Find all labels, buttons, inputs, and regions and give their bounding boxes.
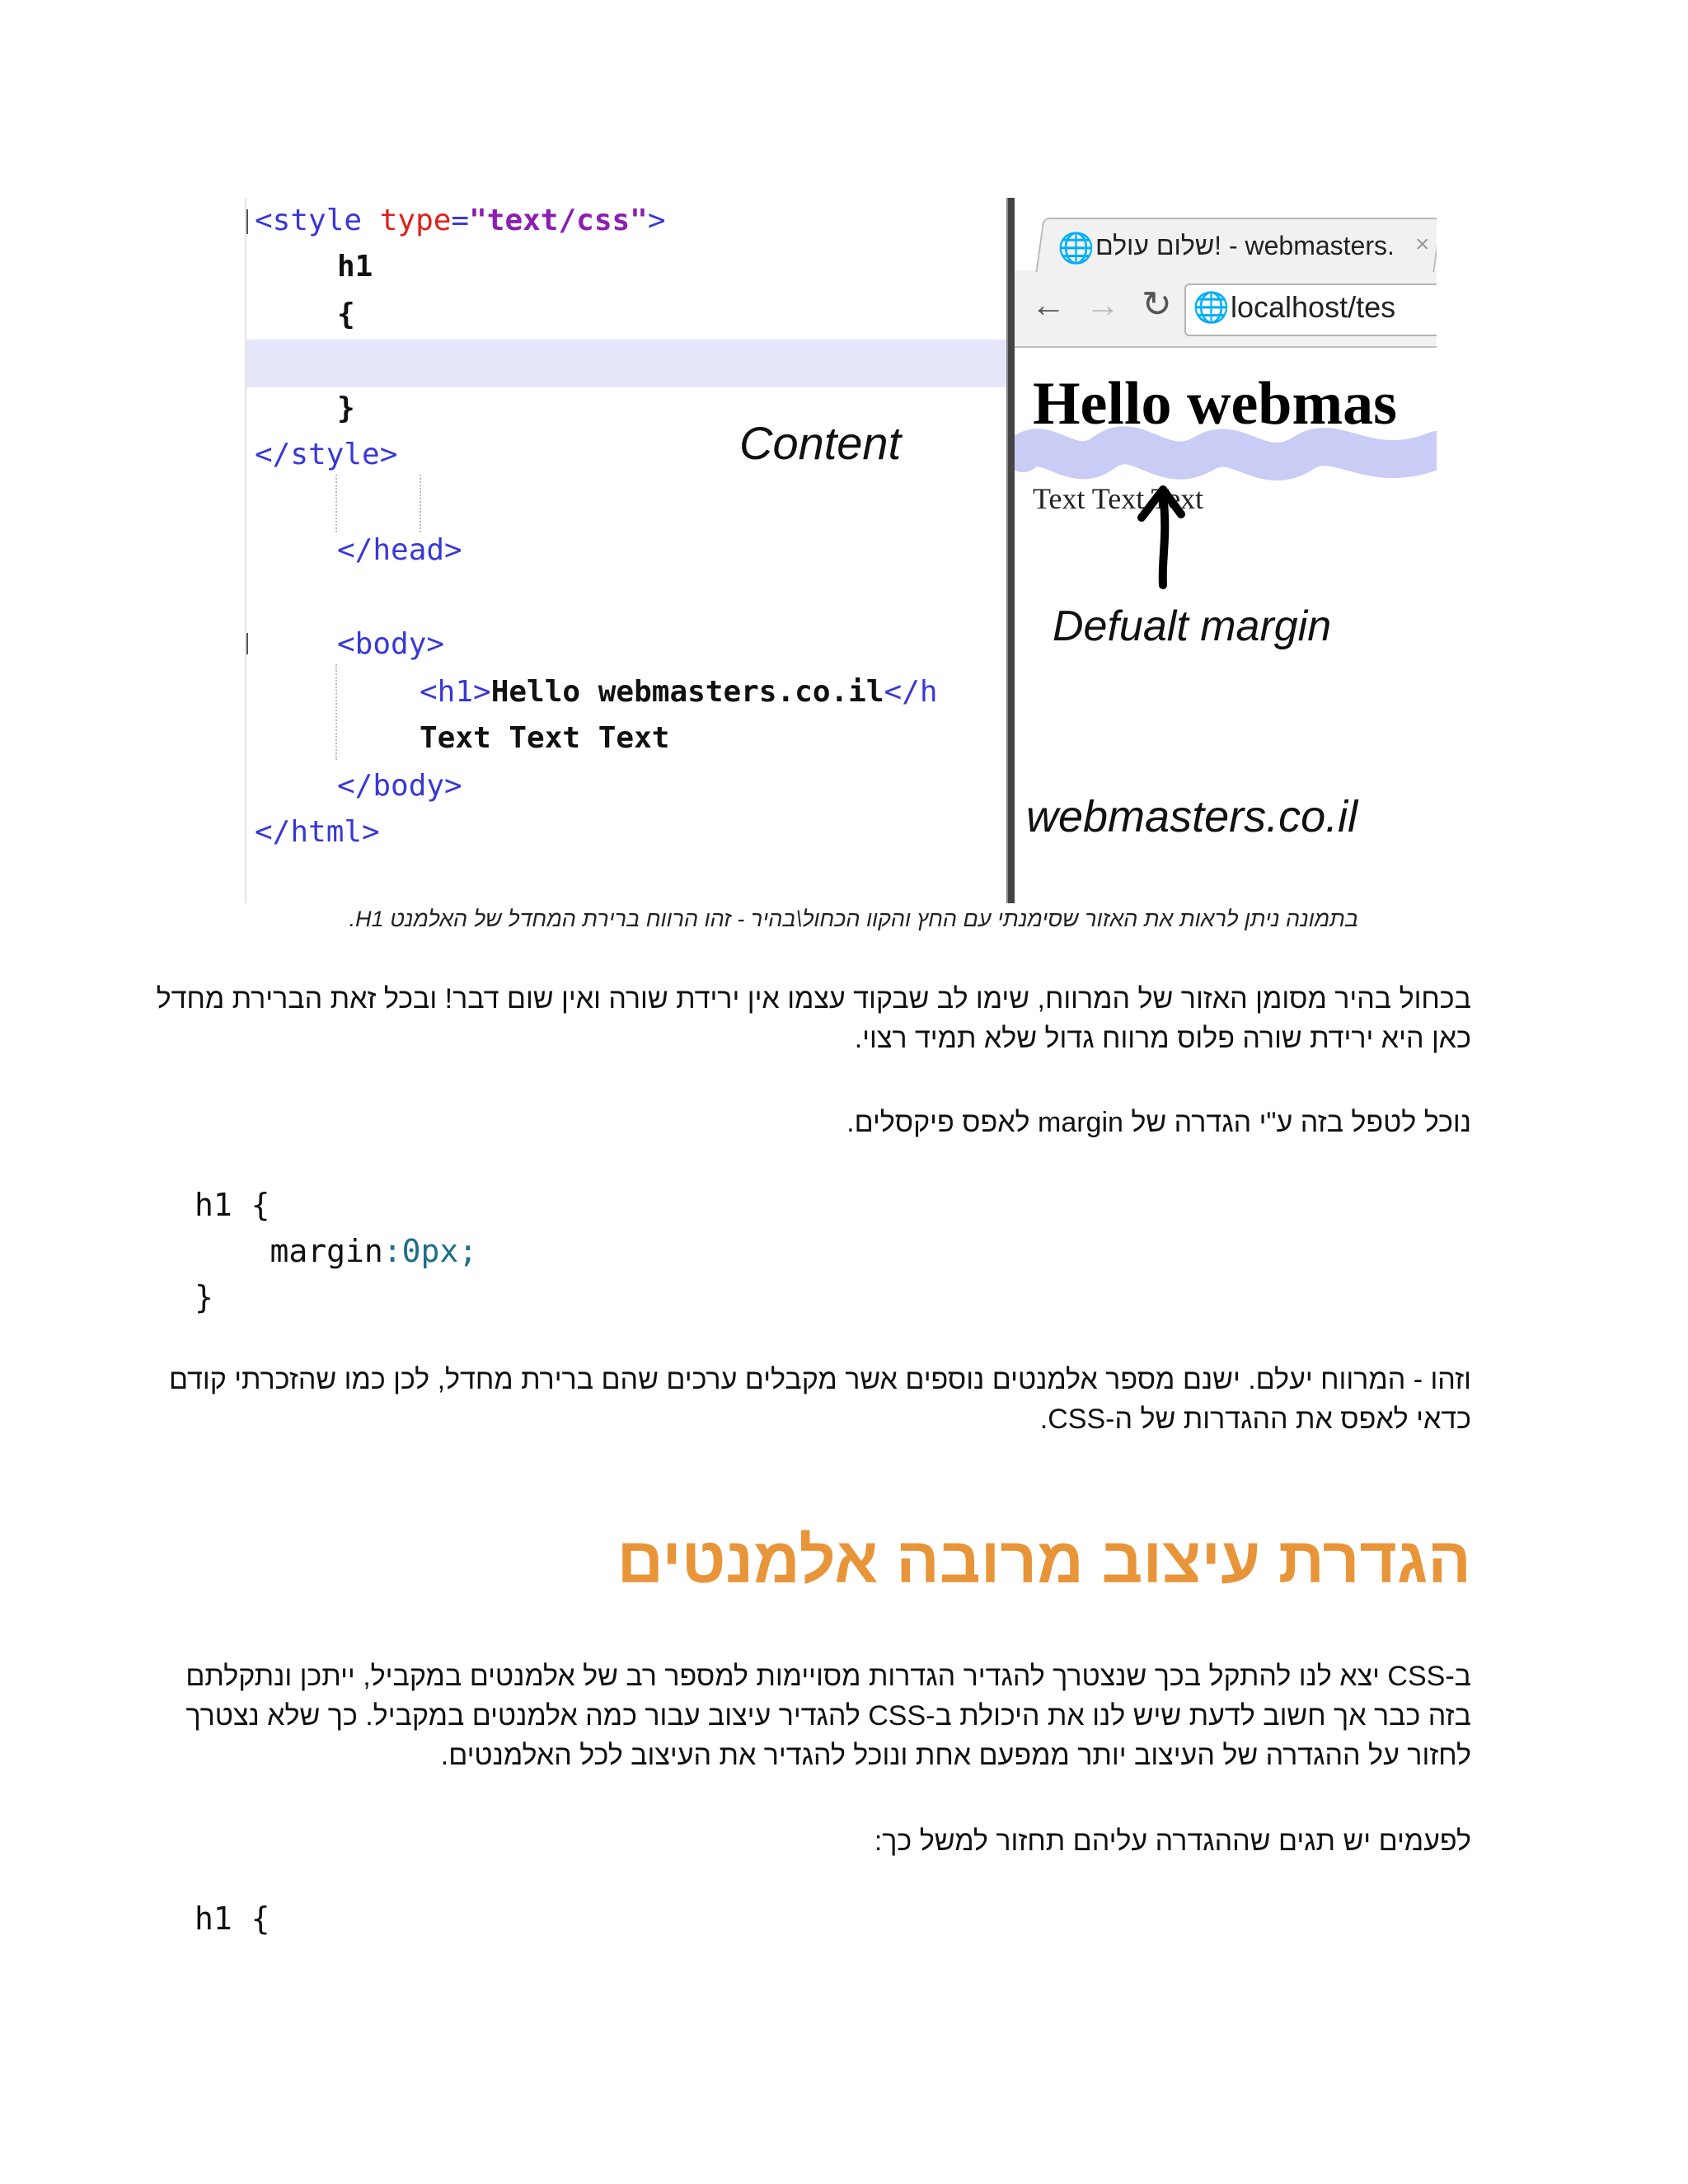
tag-token: <h1> bbox=[420, 675, 491, 709]
code-line: h1 { bbox=[195, 1187, 270, 1223]
figure-caption: בתמונה ניתן לראות את האזור שסימנתי עם החץ והקוו הכחול\בהיר - זהו הרווח ברירת המחדל של האלמנט H1. bbox=[349, 907, 1358, 931]
code-line-body-open: <body> bbox=[337, 627, 445, 661]
code-editor-pane bbox=[245, 198, 1008, 903]
code-line: } bbox=[195, 1279, 213, 1315]
reload-icon[interactable]: ↻ bbox=[1142, 284, 1172, 325]
paragraph-margin-explanation: בכחול בהיר מסומן האזור של המרווח, שימו לב שבקוד עצמו אין ירידת שורה ואין שום דבר! ובכל זאת הברירת מחדל כאן היא ירידת שורה פלוס מרווח גדול שלא תמיד רצוי. bbox=[156, 983, 1471, 1054]
globe-icon: 🌐 bbox=[1193, 290, 1230, 324]
back-arrow-icon[interactable]: ← bbox=[1031, 285, 1066, 324]
margin-annotation: Defualt margin bbox=[1053, 602, 1332, 650]
property-token: margin bbox=[195, 1233, 383, 1269]
code-line-html-close: </html> bbox=[255, 815, 380, 849]
code-line-text: Text Text Text bbox=[420, 721, 670, 755]
tag-token: </h bbox=[884, 675, 938, 709]
tag-token: <style bbox=[255, 204, 380, 237]
browser-window bbox=[1015, 198, 1437, 903]
url-text: localhost/tes bbox=[1231, 290, 1396, 324]
editor-caret bbox=[246, 633, 248, 654]
highlighted-line bbox=[246, 340, 1008, 387]
forward-arrow-icon[interactable]: → bbox=[1085, 285, 1120, 324]
code-line-brace-close: } bbox=[337, 391, 355, 425]
tag-token: > bbox=[647, 204, 666, 237]
semicolon-token: ; bbox=[458, 1233, 478, 1269]
code-line-h1-element bbox=[420, 674, 938, 710]
code-block-margin bbox=[195, 1182, 477, 1320]
site-watermark: webmasters.co.il bbox=[1026, 792, 1358, 841]
paragraph-example-intro: לפעמים יש תגים שההגדרה עליהם תחזור למשל כך: bbox=[874, 1825, 1471, 1857]
value-token: 0px bbox=[401, 1233, 459, 1269]
paragraph-margin-fix: נוכל לטפל בזה ע"י הגדרה של margin לאפס פיקסלים. bbox=[846, 1107, 1471, 1138]
attr-token: type bbox=[379, 204, 452, 237]
code-line-head-close: </head> bbox=[337, 533, 462, 567]
code-line-body-close: </body> bbox=[337, 769, 462, 803]
eq-token: = bbox=[451, 204, 470, 237]
content-annotation: Content bbox=[739, 417, 902, 469]
section-heading: הגדרת עיצוב מרובה אלמנטים bbox=[617, 1524, 1471, 1596]
code-block-example bbox=[195, 1896, 270, 1942]
indent-guide bbox=[420, 475, 421, 532]
editor-caret bbox=[246, 209, 248, 234]
text-token: Hello webmasters.co.il bbox=[490, 675, 884, 709]
code-line bbox=[195, 1228, 477, 1274]
tab-title: שלום עולם! - webmasters. bbox=[1095, 231, 1395, 260]
string-token: "text/css" bbox=[469, 204, 648, 237]
indent-guide bbox=[335, 475, 337, 532]
code-line: h1 { bbox=[195, 1900, 270, 1937]
page-body-text: Text Text Text bbox=[1033, 482, 1204, 515]
colon-token: : bbox=[382, 1233, 402, 1269]
screenshot-figure bbox=[245, 198, 1437, 903]
close-icon[interactable]: × bbox=[1415, 231, 1430, 258]
paragraph-reset-defaults: וזהו - המרווח יעלם. ישנם מספר אלמנטים נוספים אשר מקבלים ערכים שהם ברירת מחדל, לכן כמו שהזכרתי קודם כדאי לאפס את ההגדרות של ה-CSS. bbox=[168, 1364, 1471, 1435]
globe-icon: 🌐 bbox=[1057, 231, 1095, 265]
arrow-icon bbox=[1130, 478, 1196, 593]
code-line-h1: h1 bbox=[337, 250, 373, 284]
indent-guide bbox=[335, 664, 337, 760]
code-line-brace-open: { bbox=[337, 298, 355, 331]
paragraph-multi-element: ב-CSS יצא לנו להתקל בכך שנצטרך להגדיר הגדרות מסויימות למספר רב של אלמנטים במקביל, ייתכן ונתקלתם בזה כבר אך חשוב לדעת שיש לנו את היכולת ב-CSS להגדיר עיצוב עבור כמה אלמנטים במקביל. כך שלא נצטרך לחזור על ההגדרה של העיצוב יותר ממפעם אחת ונוכל להגדיר את העיצוב לכל האלמנטים. bbox=[185, 1661, 1471, 1771]
page-heading: Hello webmas bbox=[1033, 370, 1397, 438]
code-line-style-open bbox=[255, 203, 666, 239]
code-line-style-close: </style> bbox=[255, 438, 398, 471]
